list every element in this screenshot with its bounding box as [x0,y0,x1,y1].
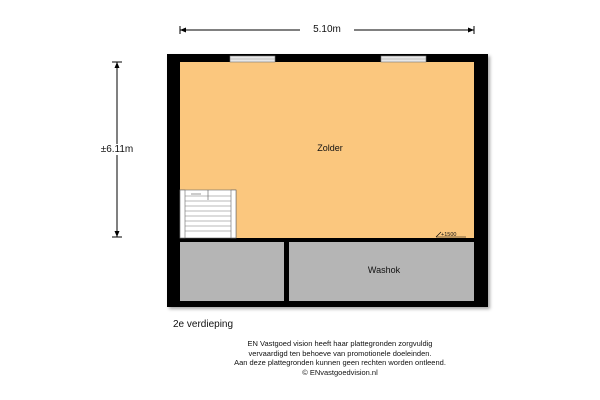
window-right [381,56,426,62]
window-left [230,56,275,62]
room-label-zolder: Zolder [317,143,343,153]
elevation-marker-label: +1500 [441,232,457,238]
disclaimer-line: Aan deze plattegronden kunnen geen rechten worden ontleend. [234,358,446,368]
width-dimension-label: 5.10m [300,24,354,35]
level-label: 2e verdieping [173,319,234,330]
room-label-washok: Washok [367,265,401,275]
disclaimer-line: vervaardigd ten behoeve van promotionele doeleinden. [248,348,432,358]
height-dimension-label: ±6.11m [92,144,142,155]
storage-floor-left [180,242,284,301]
disclaimer [150,339,530,377]
disclaimer-line: © ENvastgoedvision.nl [302,367,378,377]
staircase [180,190,236,238]
disclaimer-line: EN Vastgoed vision heeft haar plattegronden zorgvuldig [247,339,433,348]
